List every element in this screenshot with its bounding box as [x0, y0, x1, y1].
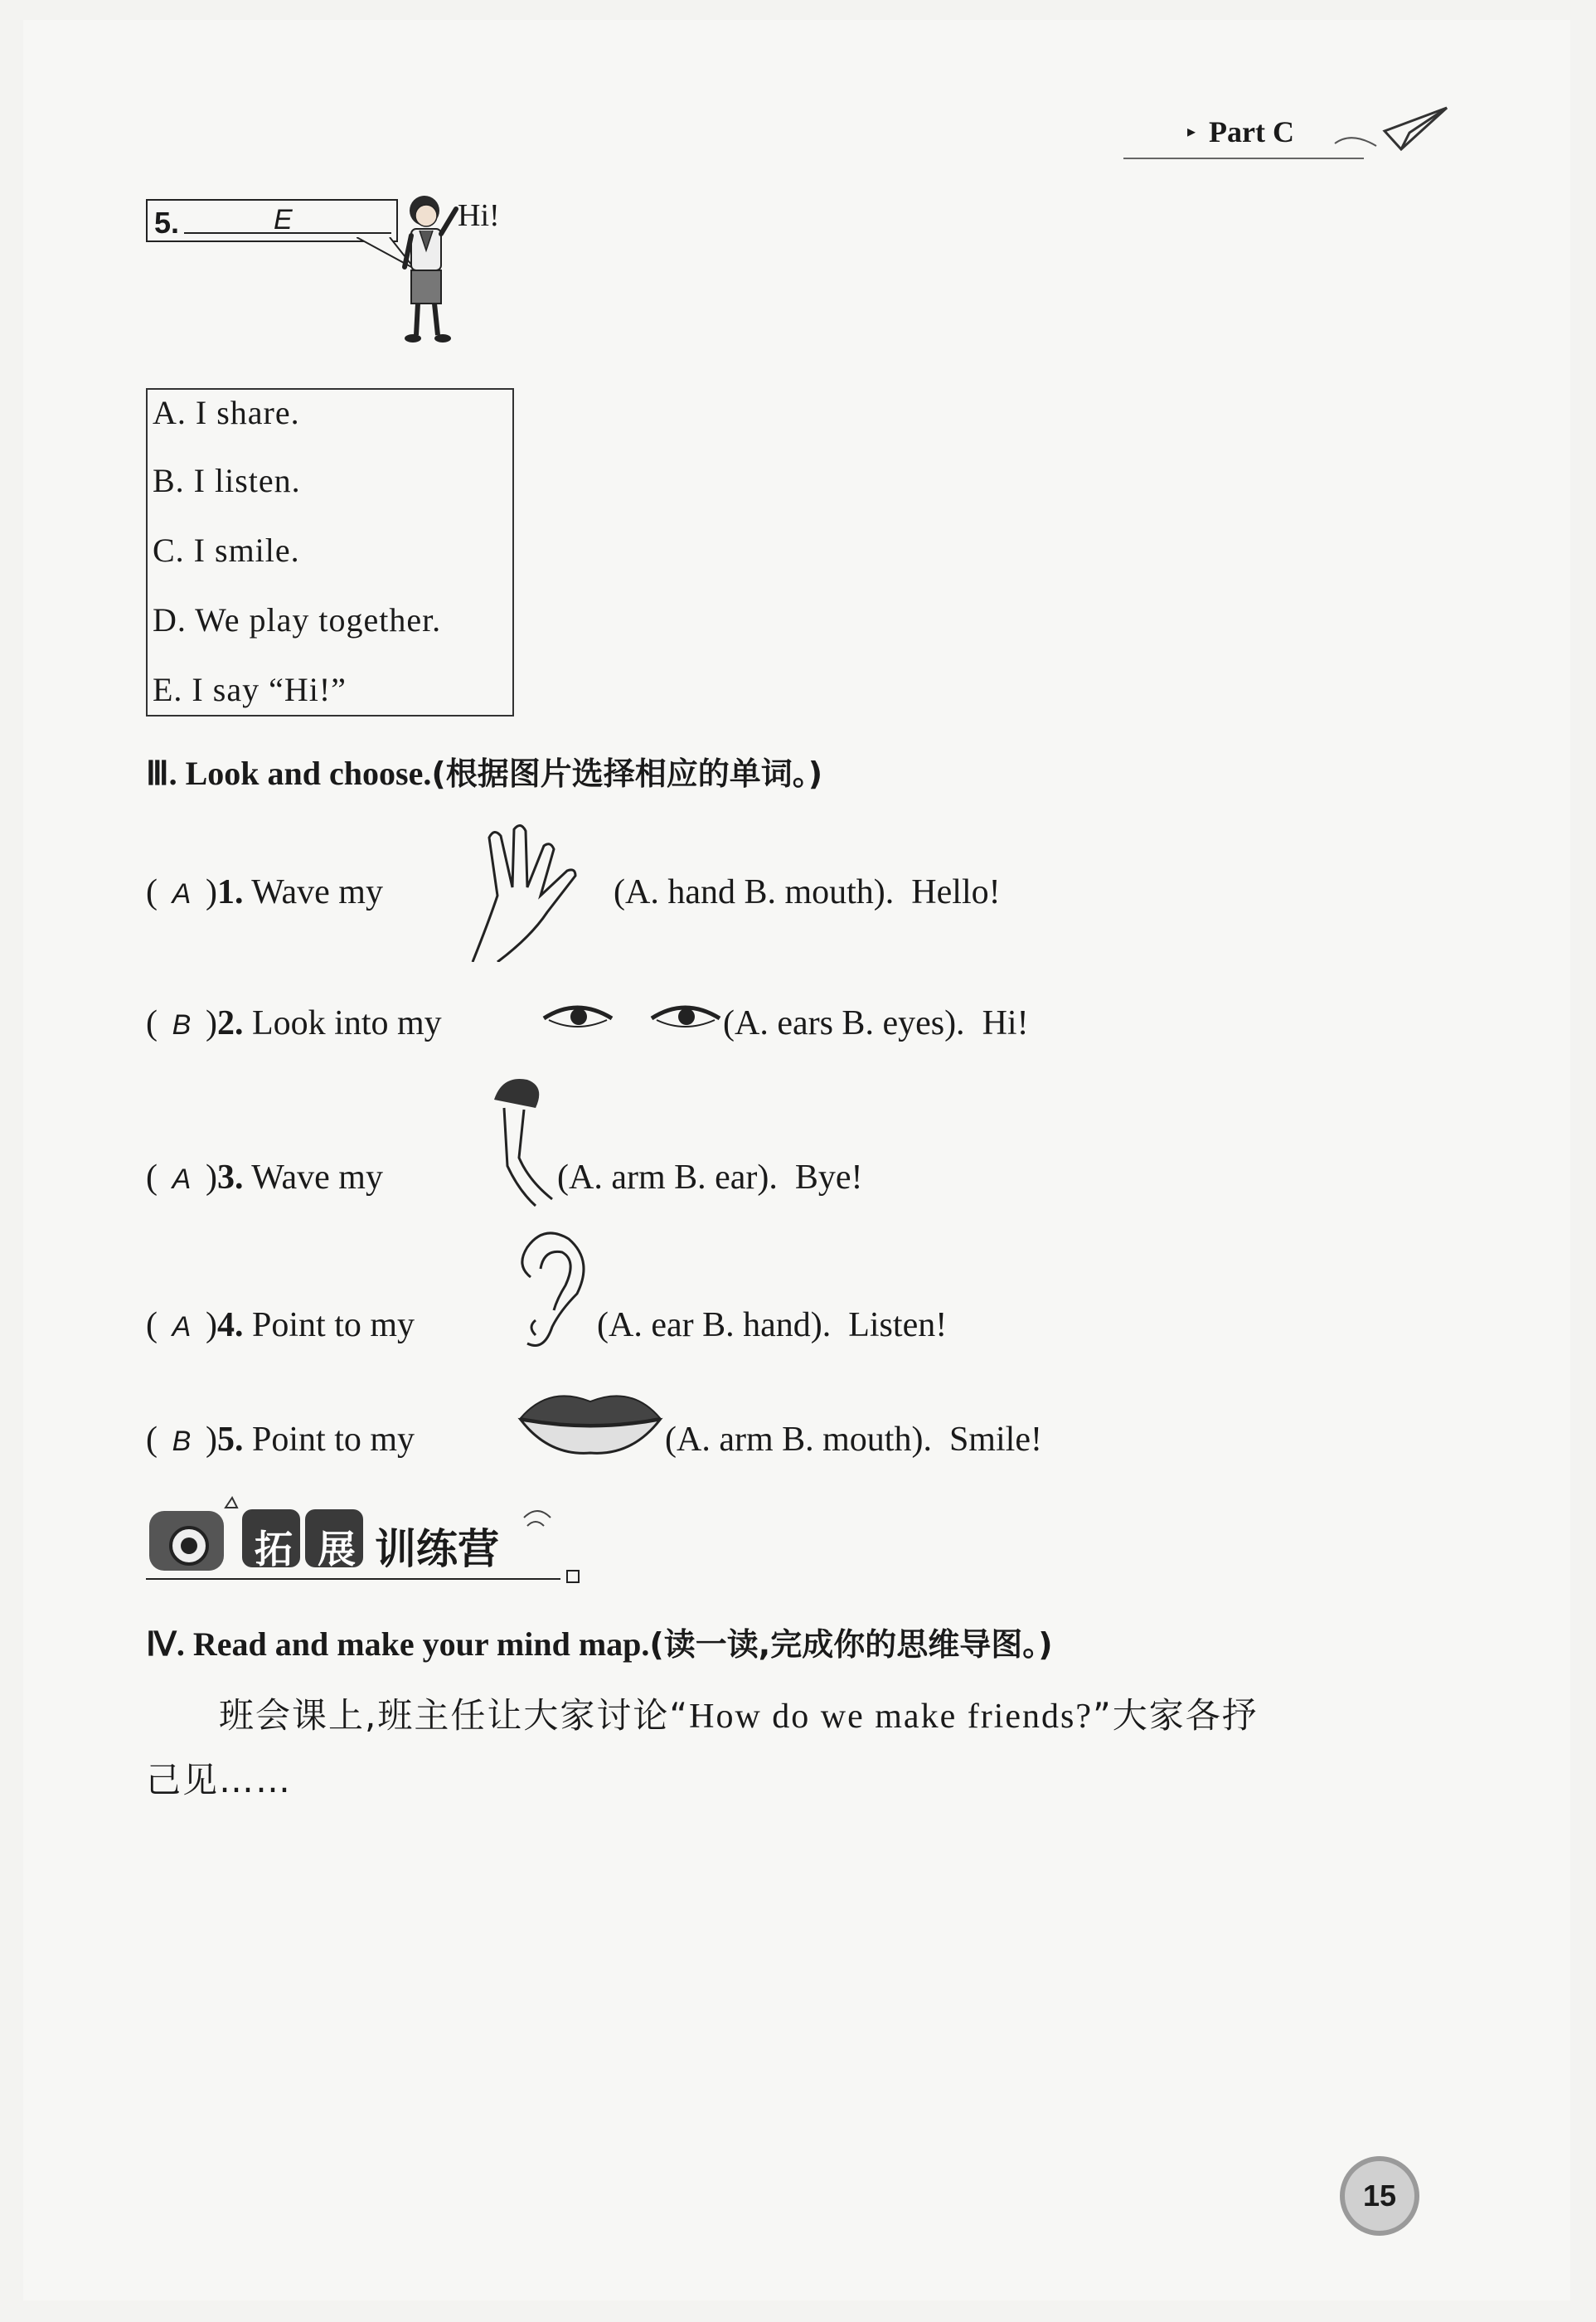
- question-2-tail: [723, 1003, 1029, 1043]
- eyes-icon: [541, 993, 723, 1043]
- option-a: A. I share.: [153, 394, 300, 431]
- question-row-3: ( A )3. Wave my: [146, 1159, 383, 1197]
- mouth-icon: [516, 1377, 665, 1460]
- paper-plane-icon: [1327, 98, 1451, 164]
- question-5-text: Point to my: [252, 1421, 415, 1459]
- question-3-number: 3.: [217, 1159, 244, 1197]
- question-number: 5.: [154, 206, 180, 240]
- header-section-label: Part C: [1209, 115, 1294, 148]
- option-d: D. We play together.: [153, 601, 442, 639]
- question-1-tail: [614, 872, 1001, 912]
- section-3-title-en: Ⅲ. Look and choose.: [146, 755, 432, 792]
- answer-5[interactable]: B: [172, 1426, 192, 1457]
- question-4-text: Point to my: [252, 1306, 415, 1344]
- section-3-title-cn: (根据图片选择相应的单词。): [431, 755, 823, 792]
- banner-label: 训练营: [375, 1525, 499, 1573]
- question-row-1: ( A )1. Wave my: [146, 873, 383, 911]
- question-row-5: ( B )5. Point to my: [146, 1421, 415, 1459]
- option-c: C. I smile.: [153, 532, 300, 569]
- answer-1[interactable]: A: [172, 878, 192, 910]
- banner-tag-2: 展: [318, 1527, 356, 1571]
- question-3-exclaim: Bye!: [794, 1159, 863, 1197]
- question-4-exclaim: Listen!: [848, 1306, 948, 1344]
- answer-4[interactable]: A: [172, 1311, 192, 1343]
- question-5-exclaim: Smile!: [948, 1421, 1042, 1459]
- question-1-exclaim: Hello!: [911, 873, 1001, 911]
- page-number: 15: [1340, 2156, 1419, 2236]
- question-2-exclaim: Hi!: [982, 1004, 1029, 1042]
- section-4-title-en: Ⅳ. Read and make your mind map.: [146, 1625, 650, 1663]
- para-cn-b: ”大家各抒: [1092, 1695, 1259, 1736]
- question-1-number: 1.: [217, 873, 244, 911]
- question-4-tail: [597, 1305, 947, 1345]
- question-1-choices: (A. hand B. mouth).: [614, 873, 895, 911]
- extension-banner: [146, 1493, 594, 1584]
- question-5-number: 5.: [217, 1421, 244, 1459]
- answer-speech-box: [146, 199, 398, 242]
- question-2-choices: (A. ears B. eyes).: [723, 1004, 965, 1042]
- question-3-text: Wave my: [251, 1159, 383, 1197]
- question-2-text: Look into my: [252, 1004, 442, 1042]
- section-3-title: [146, 748, 822, 794]
- option-b: B. I listen.: [153, 462, 301, 499]
- option-e: E. I say “Hi!”: [153, 671, 347, 708]
- question-5-tail: [665, 1420, 1042, 1460]
- question-5-choices: (A. arm B. mouth).: [665, 1421, 932, 1459]
- question-1-text: Wave my: [251, 873, 383, 911]
- section-4-paragraph-line2: 己见……: [146, 1760, 293, 1800]
- hand-icon: [464, 821, 614, 962]
- answer-2[interactable]: B: [172, 1009, 192, 1041]
- answer-value: E: [274, 204, 293, 236]
- question-row-2: ( B )2. Look into my: [146, 1004, 442, 1042]
- para-cn-a: 班会课上,班主任让大家讨论“: [219, 1695, 690, 1736]
- section-4-title: [146, 1619, 1053, 1664]
- section-4-title-cn: (读一读,完成你的思维导图。): [649, 1626, 1053, 1663]
- banner-tag-1: 拓: [255, 1527, 293, 1571]
- para-en: How do we make friends?: [689, 1698, 1093, 1736]
- question-2-number: 2.: [217, 1004, 244, 1042]
- speech-hi: Hi!: [458, 198, 500, 233]
- question-4-number: 4.: [217, 1306, 244, 1344]
- answer-3[interactable]: A: [172, 1163, 192, 1195]
- header-arrow-icon: ▸: [1187, 123, 1196, 141]
- question-3-choices: (A. arm B. ear).: [557, 1159, 778, 1197]
- arm-icon: [486, 1075, 560, 1207]
- question-4-choices: (A. ear B. hand).: [597, 1306, 832, 1344]
- ear-icon: [511, 1227, 594, 1352]
- section-4-paragraph-line1: [219, 1688, 1259, 1738]
- question-3-tail: [557, 1158, 863, 1197]
- question-row-4: ( A )4. Point to my: [146, 1306, 415, 1344]
